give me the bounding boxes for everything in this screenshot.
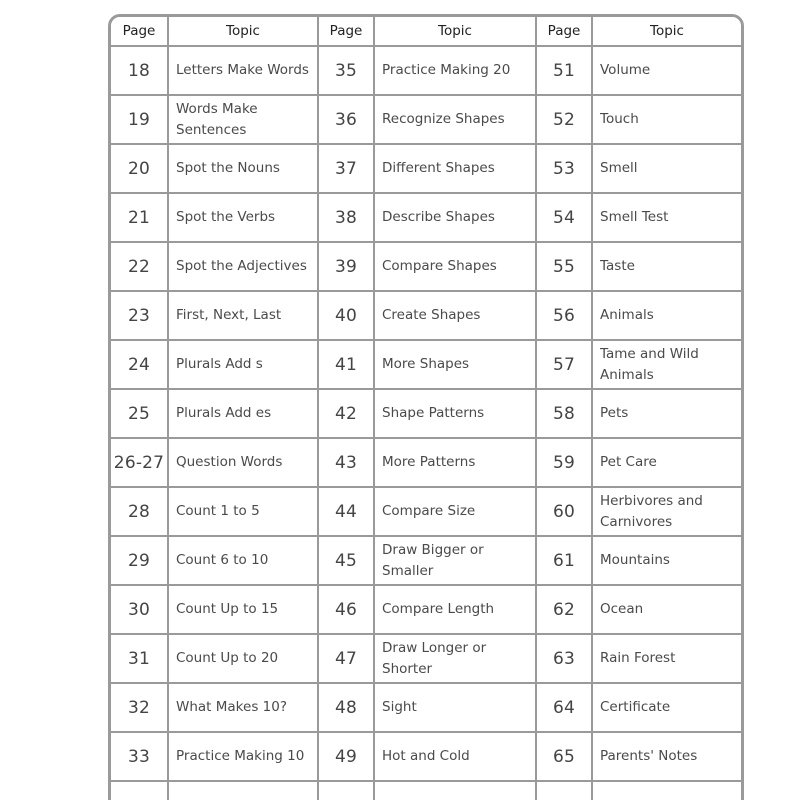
topic-cell: Different Shapes xyxy=(374,144,536,193)
page-number-cell xyxy=(318,781,374,800)
table-row xyxy=(111,781,741,800)
page-number-cell: 33 xyxy=(111,732,168,781)
column-header-topic: Topic xyxy=(592,17,741,46)
topic-cell: Compare Size xyxy=(374,487,536,536)
header-row xyxy=(111,17,741,46)
contents-table-body xyxy=(111,46,741,800)
topic-cell: Plurals Add s xyxy=(168,340,318,389)
topic-cell: Animals xyxy=(592,291,741,340)
page-number-cell: 53 xyxy=(536,144,592,193)
table-row xyxy=(111,291,741,340)
topic-cell: Describe Shapes xyxy=(374,193,536,242)
page-number-cell: 37 xyxy=(318,144,374,193)
table-row xyxy=(111,732,741,781)
table-row xyxy=(111,585,741,634)
page-number-cell: 55 xyxy=(536,242,592,291)
topic-cell: Ocean xyxy=(592,585,741,634)
topic-cell: Plurals Add es xyxy=(168,389,318,438)
column-header-topic: Topic xyxy=(168,17,318,46)
page-number-cell: 23 xyxy=(111,291,168,340)
topic-cell: Smell xyxy=(592,144,741,193)
page-number-cell: 28 xyxy=(111,487,168,536)
page-number-cell: 45 xyxy=(318,536,374,585)
topic-cell: Taste xyxy=(592,242,741,291)
page-number-cell: 58 xyxy=(536,389,592,438)
contents-table-frame xyxy=(108,14,744,800)
topic-cell: Hot and Cold xyxy=(374,732,536,781)
topic-cell: What Makes 10? xyxy=(168,683,318,732)
topic-cell: Count Up to 15 xyxy=(168,585,318,634)
page-number-cell: 63 xyxy=(536,634,592,683)
table-row xyxy=(111,634,741,683)
column-header-topic: Topic xyxy=(374,17,536,46)
topic-cell: Mountains xyxy=(592,536,741,585)
topic-cell: Practice Making 10 xyxy=(168,732,318,781)
topic-cell xyxy=(592,781,741,800)
topic-cell: Herbivores and Carnivores xyxy=(592,487,741,536)
table-row xyxy=(111,536,741,585)
topic-cell: Volume xyxy=(592,46,741,95)
table-row xyxy=(111,389,741,438)
page-number-cell: 20 xyxy=(111,144,168,193)
topic-cell: Tame and Wild Animals xyxy=(592,340,741,389)
column-header-page: Page xyxy=(111,17,168,46)
contents-table xyxy=(111,17,741,800)
page-number-cell: 44 xyxy=(318,487,374,536)
table-row xyxy=(111,95,741,144)
topic-cell: Practice Making 20 xyxy=(374,46,536,95)
topic-cell: Question Words xyxy=(168,438,318,487)
page-number-cell: 24 xyxy=(111,340,168,389)
topic-cell: More Patterns xyxy=(374,438,536,487)
topic-cell: Sight xyxy=(374,683,536,732)
topic-cell: Draw Longer or Shorter xyxy=(374,634,536,683)
page-number-cell: 22 xyxy=(111,242,168,291)
page-number-cell: 35 xyxy=(318,46,374,95)
page-number-cell: 54 xyxy=(536,193,592,242)
page-number-cell: 25 xyxy=(111,389,168,438)
topic-cell: Count Up to 20 xyxy=(168,634,318,683)
page-number-cell: 64 xyxy=(536,683,592,732)
topic-cell: Letters Make Words xyxy=(168,46,318,95)
page-number-cell: 65 xyxy=(536,732,592,781)
page-number-cell: 48 xyxy=(318,683,374,732)
table-row xyxy=(111,340,741,389)
page-number-cell: 51 xyxy=(536,46,592,95)
table-row xyxy=(111,487,741,536)
topic-cell: Certificate xyxy=(592,683,741,732)
topic-cell: Compare Length xyxy=(374,585,536,634)
table-row xyxy=(111,144,741,193)
topic-cell xyxy=(374,781,536,800)
page-number-cell: 57 xyxy=(536,340,592,389)
page-number-cell: 31 xyxy=(111,634,168,683)
topic-cell: Count 6 to 10 xyxy=(168,536,318,585)
table-row xyxy=(111,242,741,291)
table-row xyxy=(111,193,741,242)
topic-cell: Compare Shapes xyxy=(374,242,536,291)
column-header-page: Page xyxy=(536,17,592,46)
page-number-cell: 56 xyxy=(536,291,592,340)
column-header-page: Page xyxy=(318,17,374,46)
topic-cell: Spot the Nouns xyxy=(168,144,318,193)
topic-cell: Spot the Verbs xyxy=(168,193,318,242)
topic-cell: Smell Test xyxy=(592,193,741,242)
page-number-cell: 47 xyxy=(318,634,374,683)
page-number-cell: 39 xyxy=(318,242,374,291)
table-row xyxy=(111,438,741,487)
page-number-cell: 49 xyxy=(318,732,374,781)
page-number-cell: 61 xyxy=(536,536,592,585)
topic-cell: Draw Bigger or Smaller xyxy=(374,536,536,585)
page-number-cell: 40 xyxy=(318,291,374,340)
page-number-cell: 30 xyxy=(111,585,168,634)
topic-cell: Create Shapes xyxy=(374,291,536,340)
page-number-cell: 60 xyxy=(536,487,592,536)
topic-cell: Rain Forest xyxy=(592,634,741,683)
topic-cell: Pets xyxy=(592,389,741,438)
page-number-cell: 29 xyxy=(111,536,168,585)
page-number-cell: 41 xyxy=(318,340,374,389)
topic-cell: Pet Care xyxy=(592,438,741,487)
topic-cell: First, Next, Last xyxy=(168,291,318,340)
topic-cell: Words Make Sentences xyxy=(168,95,318,144)
page-number-cell: 36 xyxy=(318,95,374,144)
page-number-cell: 19 xyxy=(111,95,168,144)
topic-cell: More Shapes xyxy=(374,340,536,389)
page-number-cell: 38 xyxy=(318,193,374,242)
page-number-cell: 46 xyxy=(318,585,374,634)
page-number-cell: 52 xyxy=(536,95,592,144)
page-number-cell xyxy=(111,781,168,800)
topic-cell xyxy=(168,781,318,800)
topic-cell: Count 1 to 5 xyxy=(168,487,318,536)
topic-cell: Recognize Shapes xyxy=(374,95,536,144)
topic-cell: Touch xyxy=(592,95,741,144)
page-number-cell: 26-27 xyxy=(111,438,168,487)
table-row xyxy=(111,46,741,95)
page-number-cell xyxy=(536,781,592,800)
page-number-cell: 43 xyxy=(318,438,374,487)
topic-cell: Spot the Adjectives xyxy=(168,242,318,291)
page-number-cell: 62 xyxy=(536,585,592,634)
topic-cell: Parents' Notes xyxy=(592,732,741,781)
table-row xyxy=(111,683,741,732)
page-number-cell: 59 xyxy=(536,438,592,487)
page-number-cell: 32 xyxy=(111,683,168,732)
topic-cell: Shape Patterns xyxy=(374,389,536,438)
page-number-cell: 18 xyxy=(111,46,168,95)
page-number-cell: 42 xyxy=(318,389,374,438)
page-number-cell: 21 xyxy=(111,193,168,242)
